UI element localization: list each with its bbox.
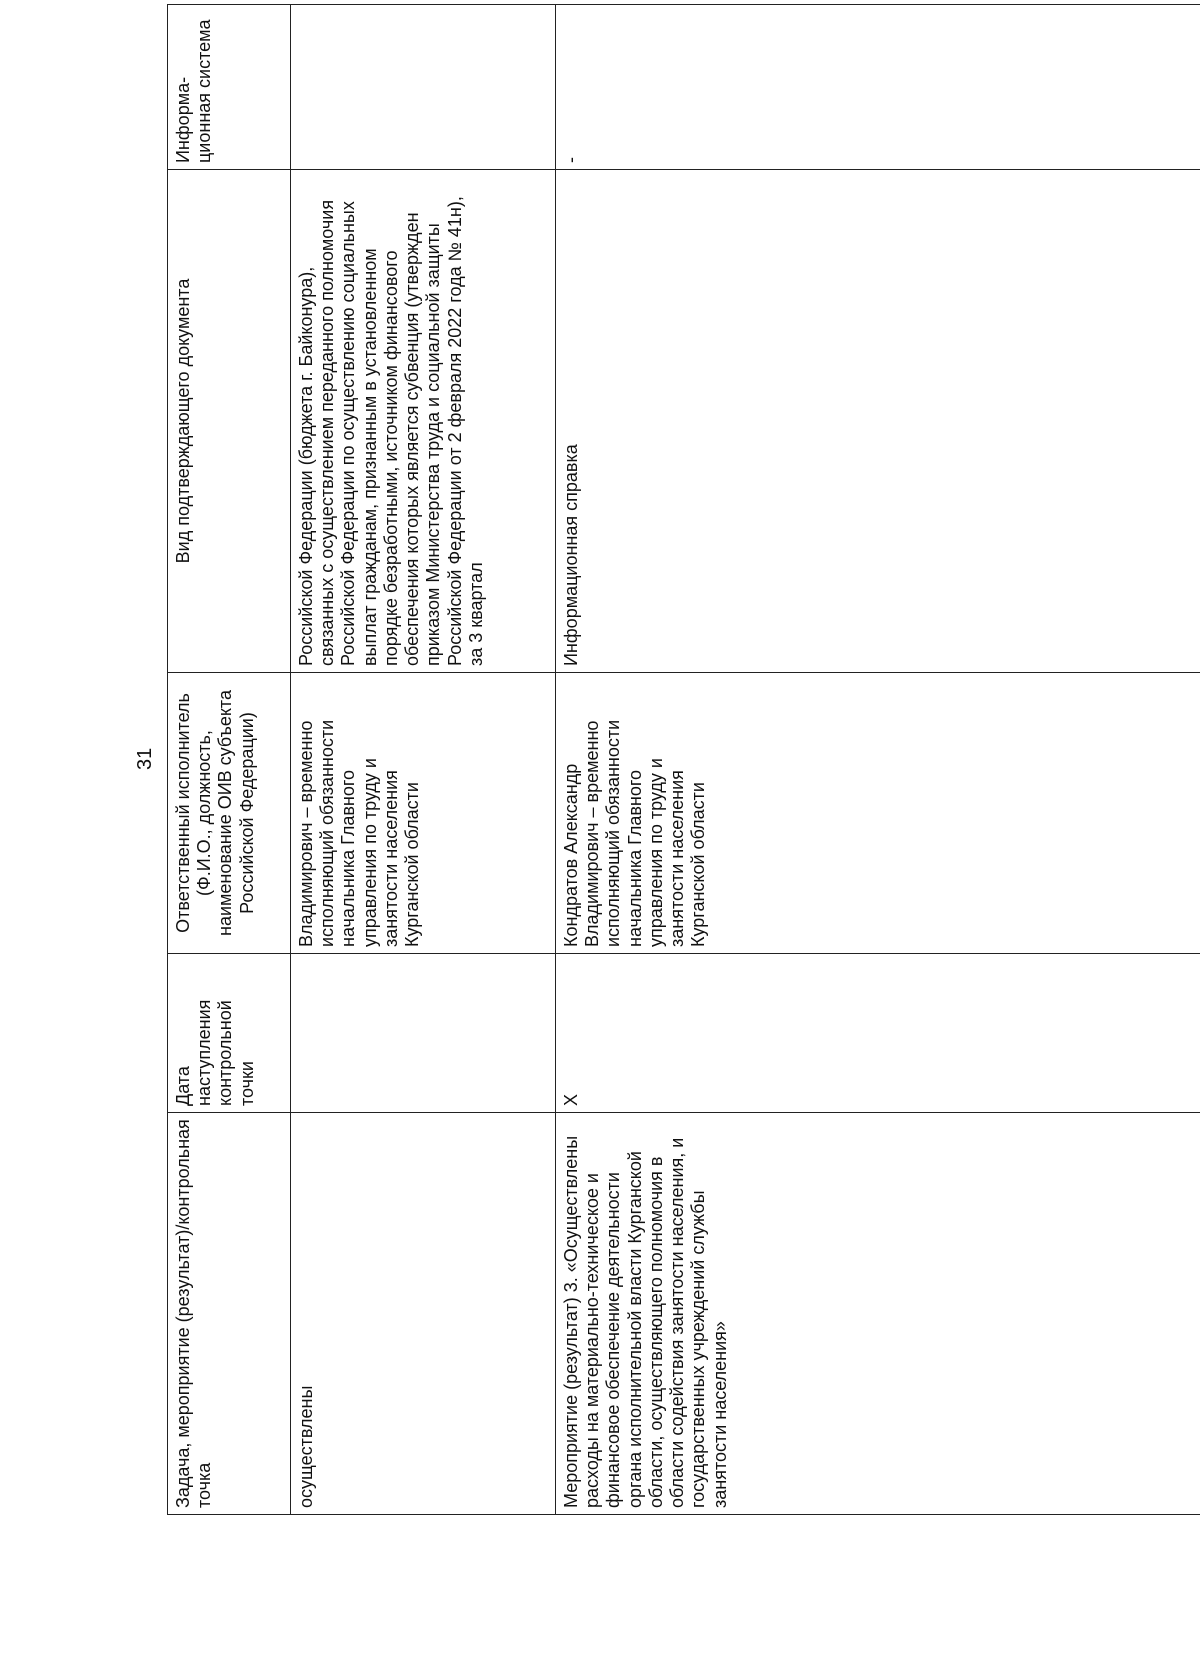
header-date: Дата наступления контрольной точки [168,954,291,1113]
plan-table [167,4,1200,1515]
plan-table-container [167,19,1200,1515]
header-system: Информа-ционная система [168,5,291,170]
cell-responsible: Владимирович – временно исполняющий обязанности начальника Главного управления по труду и занятости населения Курганской области [291,673,556,954]
table-header-row [168,5,291,1515]
cell-task: Мероприятие (результат) 3. «Осуществлены расходы на материально-техническое и финансовое обеспечение деятельности органа исполнительной власти Курганской области, осуществляющего полномочия в области содействия занятости населения, и государственных учреждений службы занятости населения» [556,1113,1200,1515]
header-task: Задача, мероприятие (результат)/контрольная точка [168,1113,291,1515]
header-responsible: Ответственный исполнитель (Ф.И.О., должность, наименование ОИВ субъекта Российской Федерации) [168,673,291,954]
cell-document: Российской Федерации (бюджета г. Байконура), связанных с осуществлением переданного полномочия Российской Федерации по осуществлению социальных выплат гражданам, признанным в установленном порядке безработными, источником финансового обеспечения которых является субвенция (утвержден приказом Министерства труда и социальной защиты Российской Федерации от 2 февраля 2022 года № 41н), за 3 квартал [291,170,556,673]
cell-system: - [556,5,1200,170]
header-document: Вид подтверждающего документа [168,170,291,673]
cell-date [291,954,556,1113]
cell-task: осуществлены [291,1113,556,1515]
table-row [291,5,556,1515]
cell-date: X [556,954,1200,1113]
cell-responsible: Кондратов Александр Владимирович – временно исполняющий обязанности начальника Главного управления по труду и занятости населения Курганской области [556,673,1200,954]
cell-system [291,5,556,170]
cell-document: Информационная справка [556,170,1200,673]
page-number: 31 [134,747,156,770]
table-row [556,5,1200,1515]
